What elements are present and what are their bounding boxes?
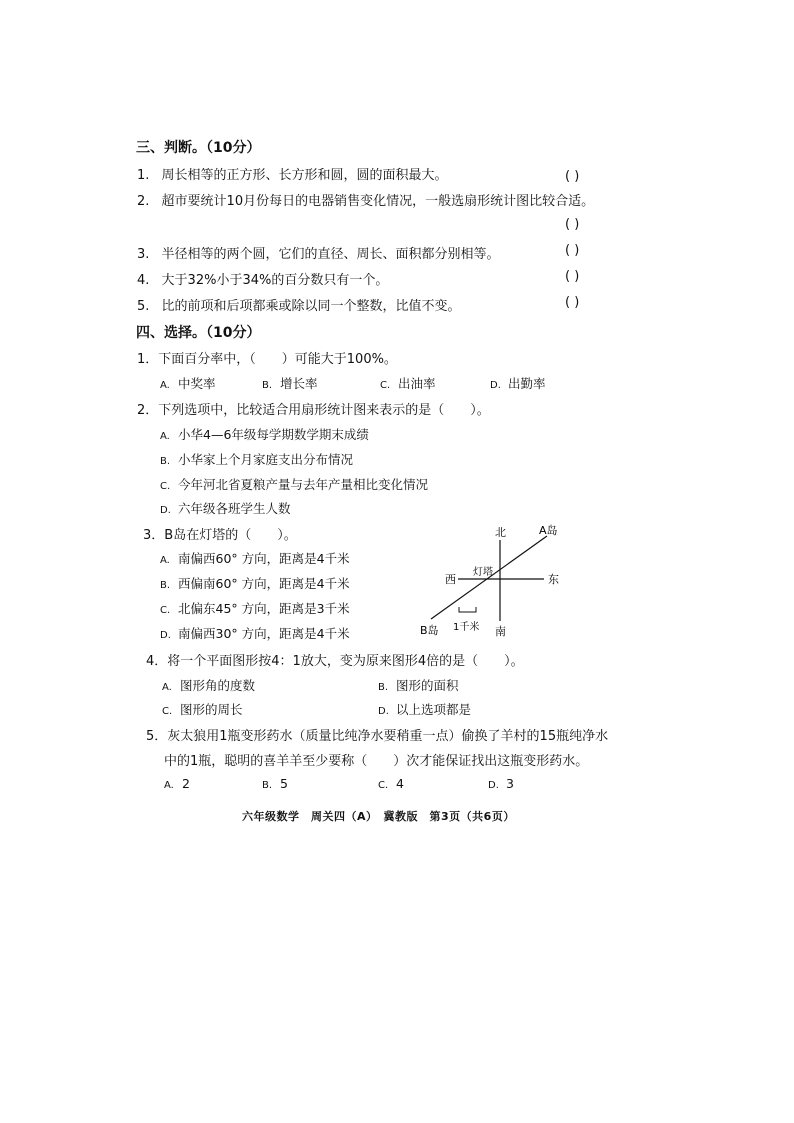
choice-question-5-line-2: 中的1瓶，聪明的喜羊羊至少要称（ ）次才能保证找出这瓶变形药水。: [164, 754, 589, 769]
choice-question-2: 2．下列选项中，比较适合用扇形统计图来表示的是（ ）。: [137, 403, 490, 418]
q4-option-a[interactable]: A. 图形角的度数: [162, 678, 256, 693]
judge-answer-paren-5[interactable]: ( ): [565, 295, 580, 310]
judge-answer-paren-3[interactable]: ( ): [565, 243, 580, 258]
scale-label: 1千米: [453, 622, 480, 633]
island-b-label: B岛: [420, 624, 439, 637]
judge-item-text: 周长相等的正方形、长方形和圆，圆的面积最大。: [161, 168, 448, 183]
judge-item-text: 比的前项和后项都乘或除以同一个整数，比值不变。: [161, 299, 461, 314]
q2-option-c[interactable]: C. 今年河北省夏粮产量与去年产量相比变化情况: [160, 477, 429, 492]
lighthouse-label: 灯塔: [473, 567, 493, 578]
q2-option-a[interactable]: A. 小华4—6年级每学期数学期末成绩: [160, 427, 369, 442]
q3-option-d[interactable]: D. 南偏西30° 方向，距离是4千米: [160, 626, 350, 641]
judge-item-2: [137, 190, 594, 209]
judge-item-text: 半径相等的两个圆，它们的直径、周长、面积都分别相等。: [161, 247, 500, 262]
choice-question-3: 3．B岛在灯塔的（ ）。: [143, 528, 297, 543]
q5-option-c[interactable]: C. 4: [378, 776, 404, 791]
east-label: 东: [548, 573, 559, 586]
west-label: 西: [445, 573, 456, 586]
choice-question-4: 4．将一个平面图形按4：1放大，变为原来图形4倍的是（ ）。: [146, 654, 524, 669]
judge-item-5: [137, 295, 461, 314]
q3-option-b[interactable]: B. 西偏南60° 方向，距离是4千米: [160, 576, 350, 591]
south-label: 南: [495, 625, 506, 638]
direction-diagram: [415, 520, 575, 645]
judge-answer-paren-1[interactable]: ( ): [565, 169, 580, 184]
judge-item-1: [137, 164, 448, 183]
q4-option-c[interactable]: C. 图形的周长: [162, 702, 243, 717]
q3-option-a[interactable]: A. 南偏西60° 方向，距离是4千米: [160, 551, 350, 566]
q1-option-d[interactable]: D. 出勤率: [490, 376, 546, 391]
judge-item-4: [137, 269, 388, 288]
judge-item-3: [137, 243, 500, 262]
judge-item-number: 5.: [137, 299, 150, 314]
island-a-label: A岛: [539, 524, 558, 537]
q3-option-c[interactable]: C. 北偏东45° 方向，距离是3千米: [160, 601, 350, 616]
choice-question-5-line-1: 5．灰太狼用1瓶变形药水（质量比纯净水要稍重一点）偷换了羊村的15瓶纯净水: [146, 729, 609, 744]
q2-option-b[interactable]: B. 小华家上个月家庭支出分布情况: [160, 452, 354, 467]
judge-item-number: 2.: [137, 194, 150, 209]
judge-item-text: 大于32%小于34%的百分数只有一个。: [161, 273, 389, 288]
judge-answer-paren-2[interactable]: ( ): [565, 217, 580, 232]
judge-item-number: 3.: [137, 247, 150, 262]
q1-option-c[interactable]: C. 出油率: [380, 376, 436, 391]
q5-option-a[interactable]: A. 2: [164, 776, 190, 791]
judge-item-text: 超市要统计10月份每日的电器销售变化情况，一般选扇形统计图比较合适。: [161, 194, 595, 209]
scale-bar: [459, 607, 476, 612]
judge-answer-paren-4[interactable]: ( ): [565, 269, 580, 284]
judge-item-number: 1.: [137, 168, 150, 183]
q5-option-b[interactable]: B. 5: [262, 776, 288, 791]
q1-option-a[interactable]: A. 中奖率: [160, 376, 216, 391]
section-4-title: 四、选择。（10分）: [136, 325, 261, 341]
q5-option-d[interactable]: D. 3: [488, 776, 514, 791]
q2-option-d[interactable]: D. 六年级各班学生人数: [160, 501, 291, 516]
north-label: 北: [495, 526, 506, 539]
choice-question-1: 1．下面百分率中，（ ）可能大于100%。: [137, 352, 397, 367]
q1-option-b[interactable]: B. 增长率: [262, 376, 318, 391]
q4-option-d[interactable]: D. 以上选项都是: [378, 702, 472, 717]
q4-option-b[interactable]: B. 图形的面积: [378, 678, 459, 693]
page-footer: 六年级数学 周关四（A） 冀教版 第3页（共6页）: [242, 810, 515, 823]
judge-item-number: 4.: [137, 273, 150, 288]
section-3-title: 三、判断。（10分）: [136, 140, 261, 156]
